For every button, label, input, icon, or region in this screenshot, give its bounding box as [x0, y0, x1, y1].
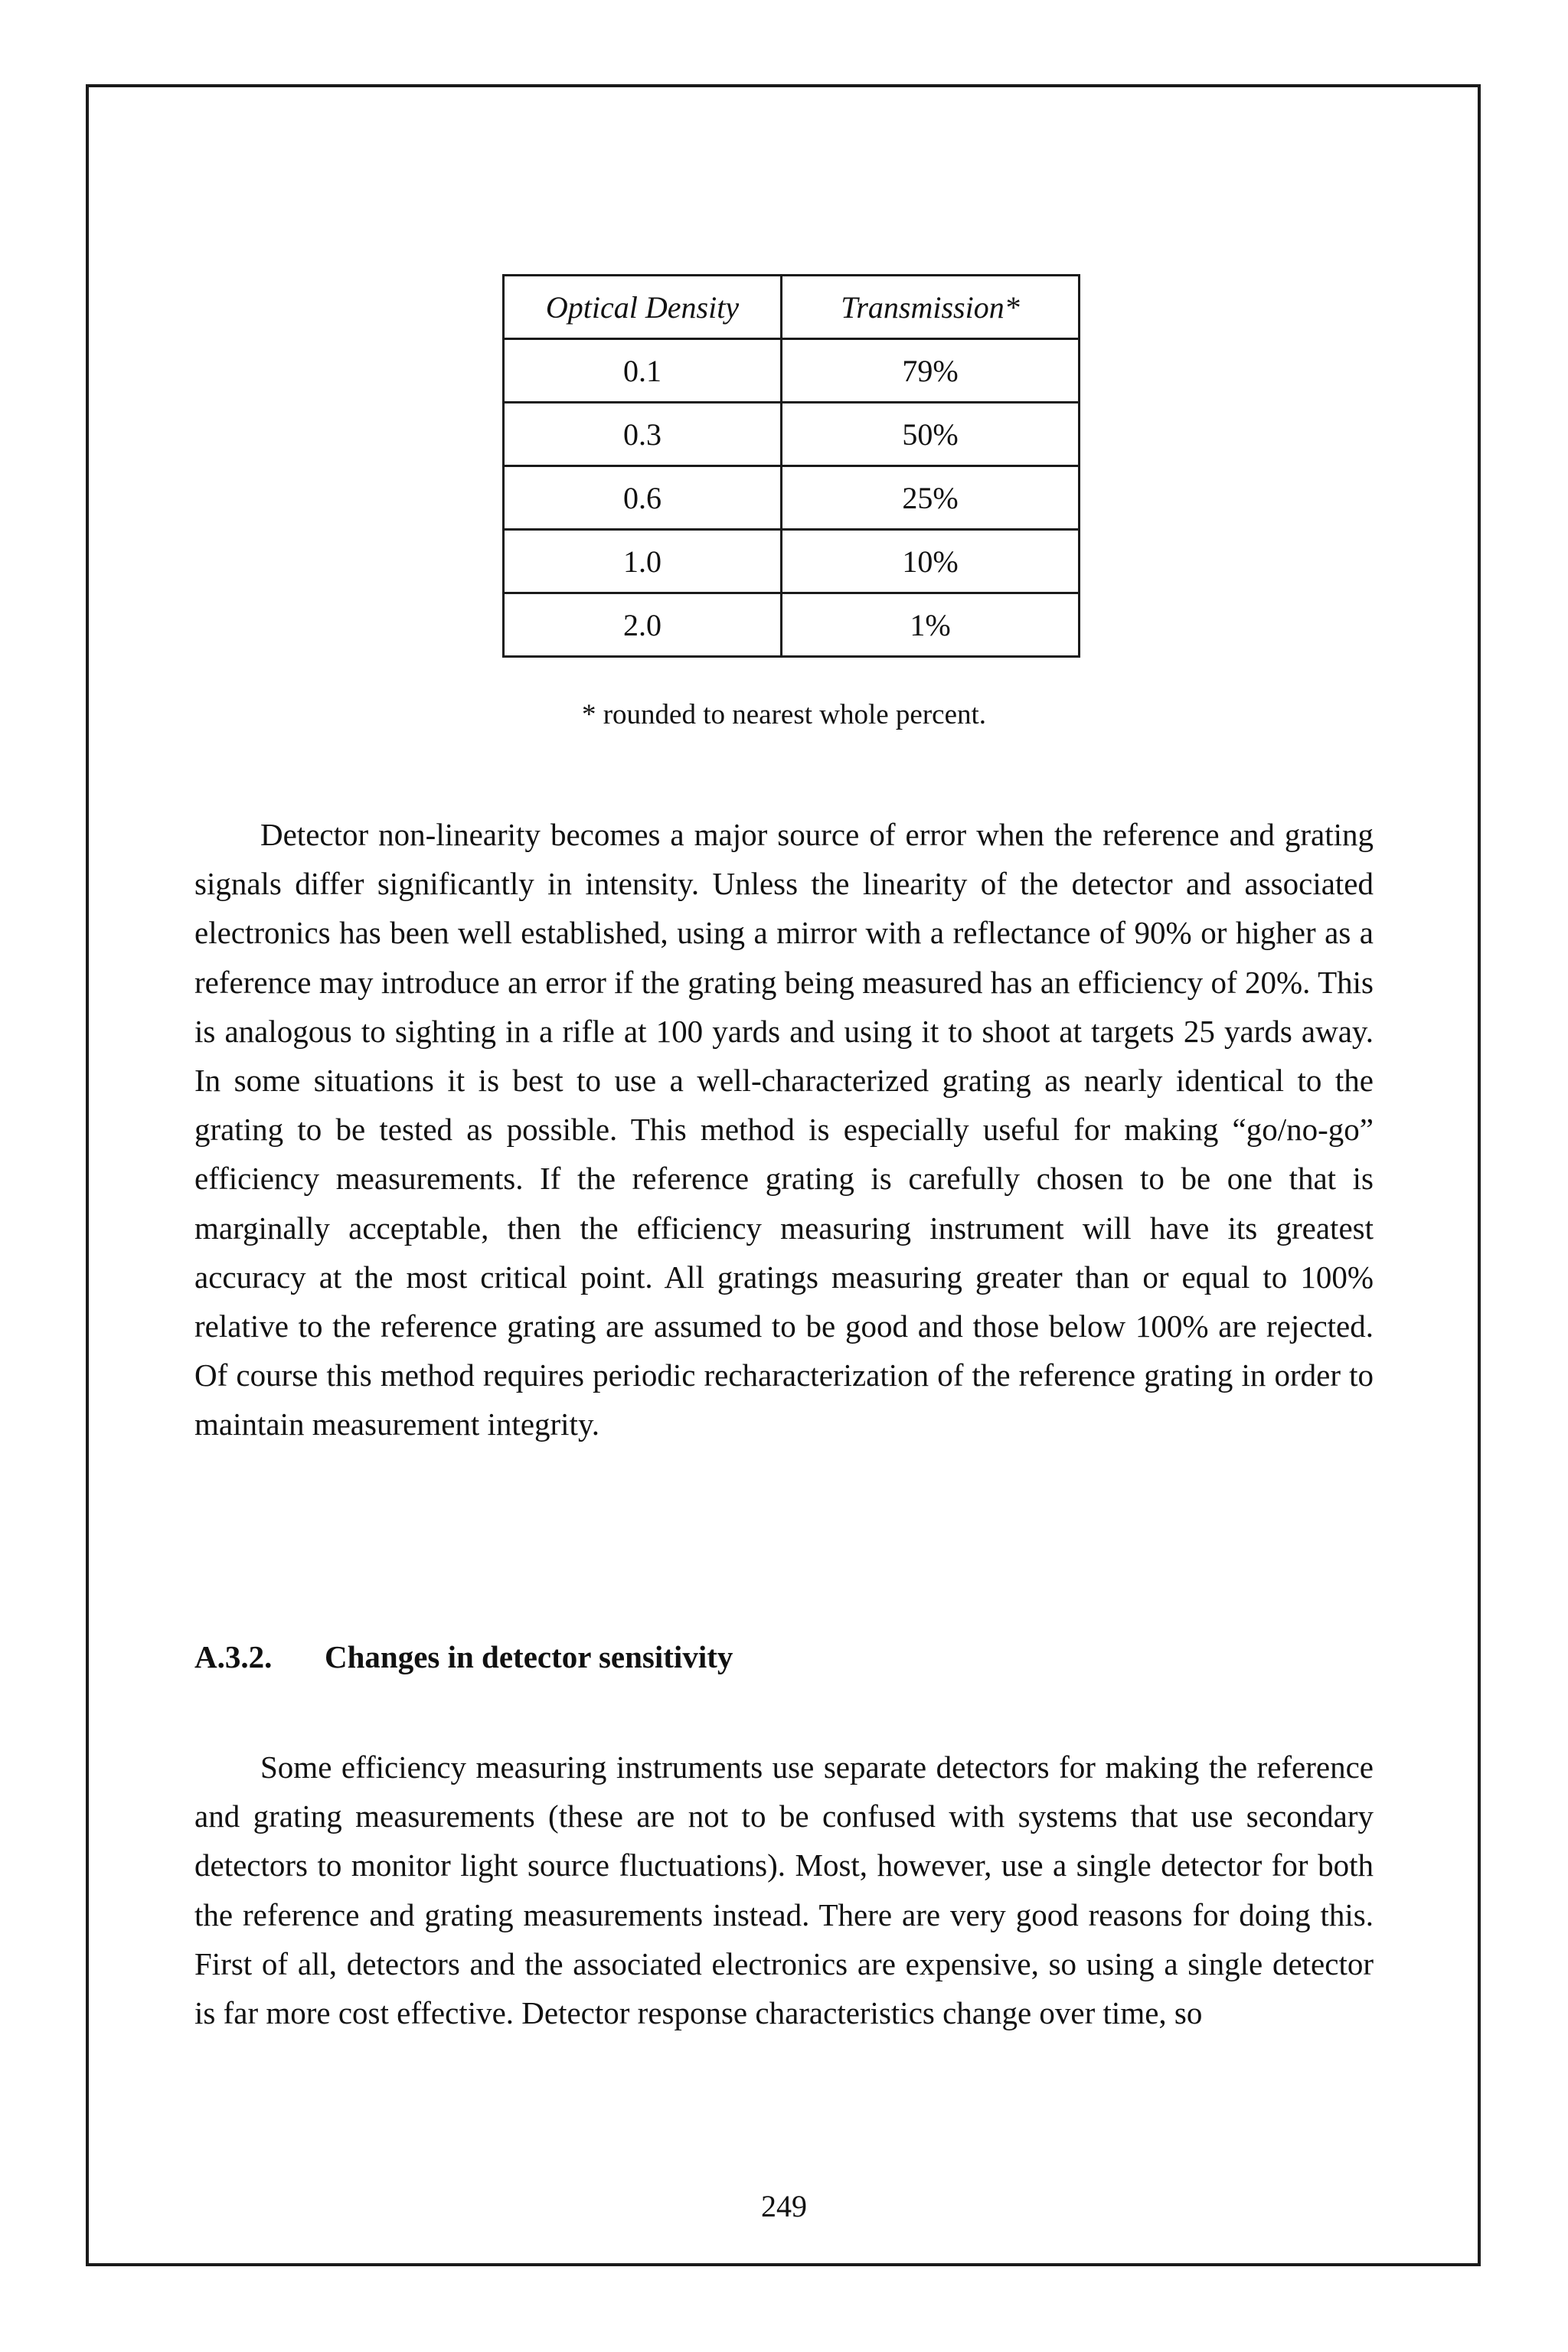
header-optical-density: Optical Density	[504, 276, 782, 339]
transmission-cell: 1%	[782, 593, 1080, 657]
transmission-cell: 79%	[782, 339, 1080, 403]
table-row	[504, 593, 1080, 657]
table-row	[504, 530, 1080, 593]
optical-density-cell: 0.3	[504, 403, 782, 466]
paragraph-detector-sensitivity: Some efficiency measuring instruments use separate detectors for making the reference and grating measurements (these are not to be confused with systems that use secondary detectors to monitor light source fluctuations). Most, however, use a single detector for both the reference and grating measurements instead. There are very good reasons for doing this. First of all, detectors and the associated electronics are expensive, so using a single detector is far more cost effective. Detector response characteristics change over time, so	[194, 1749, 1374, 2031]
table-row	[504, 403, 1080, 466]
page-number: 249	[761, 2189, 807, 2223]
table-row	[504, 466, 1080, 530]
optical-density-cell: 0.6	[504, 466, 782, 530]
header-transmission: Transmission*	[782, 276, 1080, 339]
paragraph-detector-nonlinearity: Detector non-linearity becomes a major source of error when the reference and grating signals differ significantly in intensity. Unless the linearity of the detector and associated electronics has been well established, using a mirror with a reflectance of 90% or higher as a reference may introduce an error if the grating being measured has an efficiency of 20%. This is analogous to sighting in a rifle at 100 yards and using it to shoot at targets 25 yards away. In some situations it is best to use a well-characterized grating as nearly identical to the grating to be tested as possible. This method is especially useful for making “go/no-go” efficiency measurements. If the reference grating is carefully chosen to be one that is marginally acceptable, then the efficiency measuring instrument will have its greatest accuracy at the most critical point. All gratings measuring greater than or equal to 100% relative to the reference grating are assumed to be good and those below 100% are rejected. Of course this method requires periodic recharacterization of the reference grating in order to maintain measurement integrity.	[194, 817, 1374, 1442]
section-heading	[194, 1638, 733, 1675]
optical-density-cell: 0.1	[504, 339, 782, 403]
section-number: A.3.2.	[194, 1639, 273, 1674]
optical-density-table	[502, 274, 1080, 658]
transmission-cell: 50%	[782, 403, 1080, 466]
table-header-row	[504, 276, 1080, 339]
optical-density-cell: 1.0	[504, 530, 782, 593]
table-row	[504, 339, 1080, 403]
transmission-cell: 10%	[782, 530, 1080, 593]
table-footnote: * rounded to nearest whole percent.	[581, 699, 987, 730]
section-title: Changes in detector sensitivity	[325, 1639, 733, 1674]
transmission-cell: 25%	[782, 466, 1080, 530]
optical-density-cell: 2.0	[504, 593, 782, 657]
